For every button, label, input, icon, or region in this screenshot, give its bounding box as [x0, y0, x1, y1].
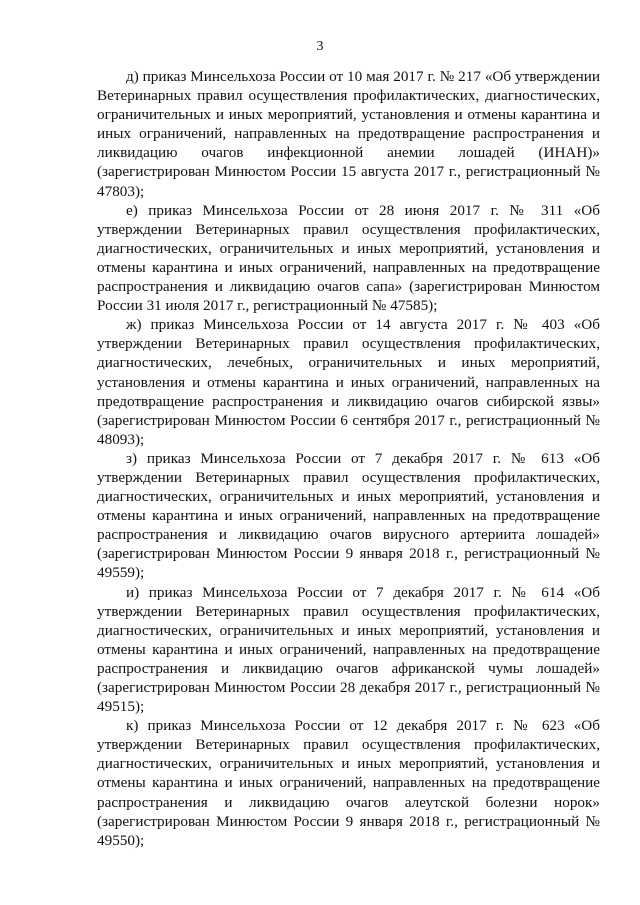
- page-number: 3: [316, 39, 324, 54]
- list-item-i: и) приказ Минсельхоза России от 7 декабря 2017 г. № 614 «Об утверждении Ветеринарных правил осуществления профилактических, диагностических, ограничительных и иных мероприятий, установления и отмены карантина и иных ограничений, направленных на предотвращение распространения и ликвидацию очагов африканской чумы лошадей» (зарегистрирован Минюстом России 28 декабря 2017 г., регистрационный № 49515);: [97, 583, 600, 716]
- list-item-k: к) приказ Минсельхоза России от 12 декабря 2017 г. № 623 «Об утверждении Ветеринарных правил осуществления профилактических, диагностических, ограничительных и иных мероприятий, установления и отмены карантина и иных ограничений, направленных на предотвращение распространения и ликвидацию очагов алеутской болезни норок» (зарегистрирован Минюстом России 9 января 2018 г., регистрационный № 49550);: [97, 717, 600, 849]
- list-item-e: е) приказ Минсельхоза России от 28 июня 2017 г. № 311 «Об утверждении Ветеринарных правил осуществления профилактических, диагностических, ограничительных и иных мероприятий, установления и отмены карантина и иных ограничений, направленных на предотвращение распространения и ликвидацию очагов сапа» (зарегистрирован Минюстом России 31 июля 2017 г., регистрационный № 47585);: [97, 201, 600, 315]
- list-item-z: з) приказ Минсельхоза России от 7 декабря 2017 г. № 613 «Об утверждении Ветеринарных правил осуществления профилактических, диагностических, ограничительных и иных мероприятий, установления и отмены карантина и иных ограничений, направленных на предотвращение распространения и ликвидацию очагов вирусного артериита лошадей» (зарегистрирован Минюстом России 9 января 2018 г., регистрационный № 49559);: [97, 449, 600, 582]
- document-body: [97, 67, 600, 850]
- list-item-zh: ж) приказ Минсельхоза России от 14 августа 2017 г. № 403 «Об утверждении Ветеринарных правил осуществления профилактических, диагностических, лечебных, ограничительных и иных мероприятий, установления и отмены карантина и иных ограничений, направленных на предотвращение распространения и ликвидацию очагов сибирской язвы» (зарегистрирован Минюстом России 6 сентября 2017 г., регистрационный № 48093);: [97, 316, 600, 448]
- list-item-d: д) приказ Минсельхоза России от 10 мая 2017 г. № 217 «Об утверждении Ветеринарных правил осуществления профилактических, диагностических, ограничительных и иных мероприятий, установления и отмены карантина и иных ограничений, направленных на предотвращение распространения и ликвидацию очагов инфекционной анемии лошадей (ИНАН)» (зарегистрирован Минюстом России 15 августа 2017 г., регистрационный № 47803);: [97, 68, 600, 200]
